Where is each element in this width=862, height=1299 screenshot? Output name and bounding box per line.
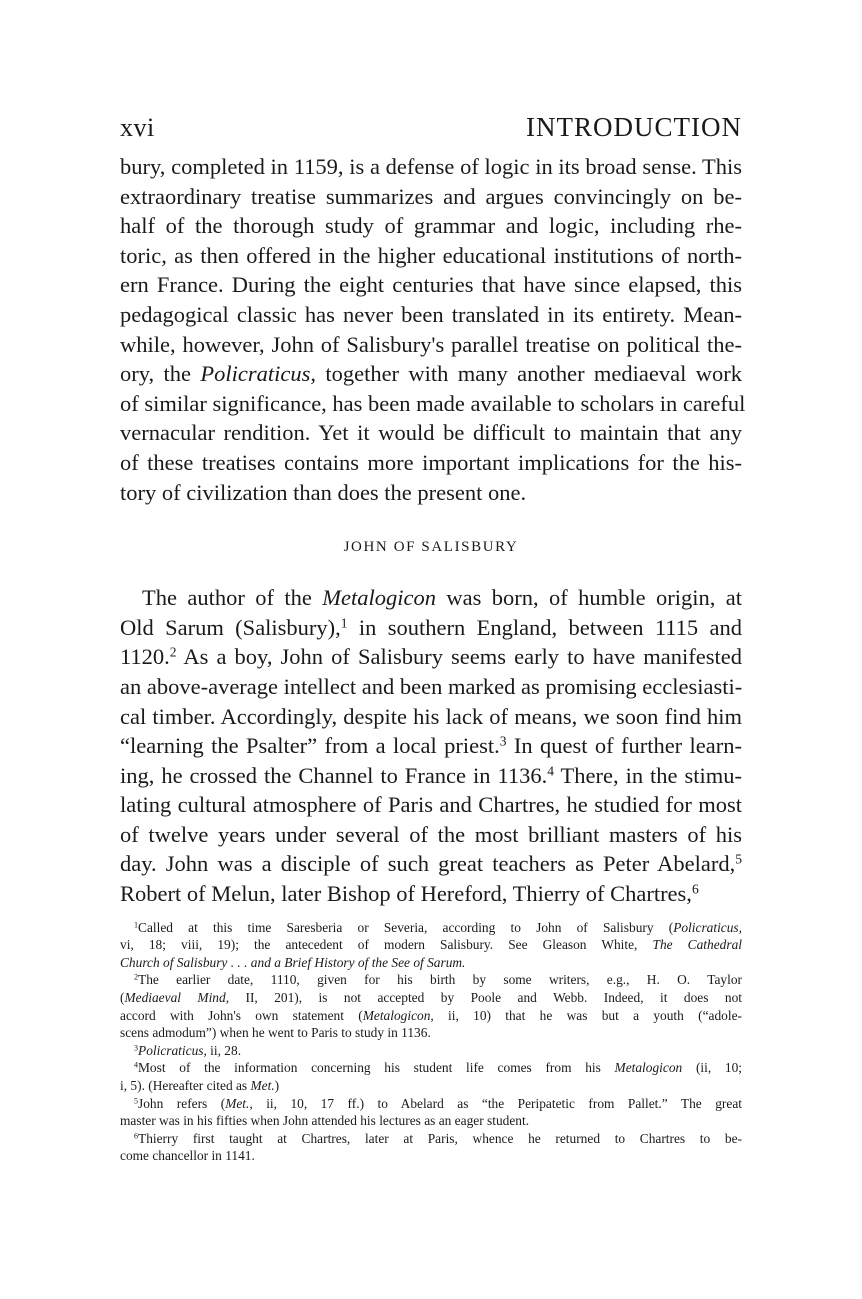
footnote-line: $^3$Policraticus, ii, 28. — [134, 1042, 242, 1058]
footnote-reference: 6 — [134, 1131, 139, 1141]
text-line: tory of civilization than does the present one. — [120, 479, 527, 505]
text-line: bury, completed in 1159, is a defense of logic in its broad sense. This — [120, 154, 742, 179]
text-line: half of the thorough study of grammar and logic, including rhe- — [120, 213, 742, 239]
footnote-line: i, 5). (Hereafter cited as Met.) — [120, 1078, 280, 1093]
paragraph-continued — [120, 152, 746, 507]
footnote-reference: 5 — [735, 852, 742, 868]
footnote-reference: 4 — [134, 1060, 139, 1070]
footnote-1 — [120, 919, 742, 972]
text-line: vernacular rendition. Yet it would be difficult to maintain that any — [120, 420, 742, 446]
text-line: ory, the Policraticus, together with many another mediaeval work — [120, 361, 742, 387]
text-line: ern France. During the eight centuries that have since elapsed, this — [120, 272, 742, 298]
footnote-line: $^2$The earlier date, 1110, given for his birth by some writers, e.g., H. O. Taylor — [134, 972, 742, 988]
text-line: toric, as then offered in the higher educational institutions of north- — [120, 242, 742, 268]
text-line: lating cultural atmosphere of Paris and Chartres, he studied for most — [120, 792, 742, 818]
book-page — [120, 112, 746, 1165]
footnote-reference: 4 — [547, 763, 554, 779]
footnote-reference: 2 — [134, 973, 139, 983]
text-line: of similar significance, has been made available to scholars in careful — [120, 390, 746, 416]
footnote-line: master was in his fifties when John attended his lectures as an eager student. — [120, 1113, 530, 1129]
text-line: of twelve years under several of the most brilliant masters of his — [120, 821, 742, 847]
text-line: ing, he crossed the Channel to France in 1136.$^4$ There, in the stimu- — [120, 762, 743, 788]
footnote-reference: 3 — [134, 1043, 139, 1053]
footnote-reference: 2 — [169, 644, 177, 660]
section-heading: JOHN OF SALISBURY — [343, 539, 519, 556]
footnote-reference: 1 — [340, 615, 348, 631]
footnote-line: come chancellor in 1141. — [120, 1148, 255, 1164]
text-line: 1120.$^2$ As a boy, John of Salisbury seems early to have manifested — [120, 644, 742, 670]
footnote-line: (Mediaeval Mind, II, 201), is not accepted by Poole and Webb. Indeed, it does not — [120, 990, 742, 1006]
footnote-line: $^4$Most of the information concerning his student life comes from his Metalogicon (ii, 10; — [134, 1060, 743, 1076]
text-line: The author of the Metalogicon was born, of humble origin, at — [142, 585, 742, 611]
footnote-2 — [120, 971, 742, 1041]
footnote-3 — [120, 1042, 742, 1060]
footnote-line: accord with John's own statement (Metalogicon, ii, 10) that he was but a youth (“adole- — [120, 1007, 742, 1023]
footnote-4 — [120, 1059, 742, 1094]
footnote-line: $^1$Called at this time Saresberia or Severia, according to John of Salisbury (Policraticus, — [134, 919, 742, 935]
running-head — [120, 112, 742, 152]
footnote-5 — [120, 1095, 742, 1130]
text-line: pedagogical classic has never been translated in its entirety. Mean- — [120, 301, 742, 327]
footnote-reference: 6 — [691, 881, 699, 897]
footnote-reference: 5 — [134, 1096, 139, 1106]
running-title: INTRODUCTION — [526, 112, 742, 142]
text-line: of these treatises contains more important implications for the his- — [120, 449, 742, 475]
footnote-line: Church of Salisbury . . . and a Brief History of the See of Sarum. — [120, 954, 466, 970]
footnote-6 — [120, 1130, 742, 1165]
page-number: xvi — [120, 113, 155, 142]
text-line: day. John was a disciple of such great teachers as Peter Abelard,$^5$ — [120, 851, 742, 877]
footnote-line: $^5$John refers (Met., ii, 10, 17 ff.) to Abelard as “the Peripatetic from Pallet.” The great — [134, 1095, 742, 1111]
footnote-line: vi, 18; viii, 19); the antecedent of modern Salisbury. See Gleason White, The Cathedral — [120, 937, 742, 953]
footnote-reference: 3 — [499, 733, 507, 749]
footnote-reference: 1 — [134, 920, 139, 930]
text-line: an above-average intellect and been marked as promising ecclesiasti- — [120, 673, 743, 699]
text-line: Robert of Melun, later Bishop of Hereford, Thierry of Chartres,$^6$ — [120, 881, 699, 907]
text-line: extraordinary treatise summarizes and argues convincingly on be- — [120, 183, 742, 209]
footnotes — [120, 919, 742, 1165]
text-line: “learning the Psalter” from a local priest.$^3$ In quest of further learn- — [120, 733, 743, 759]
footnote-line: $^6$Thierry first taught at Chartres, later at Paris, whence he returned to Chartres to be- — [134, 1130, 742, 1146]
footnote-line: scens admodum”) when he went to Paris to study in 1136. — [120, 1025, 431, 1041]
text-line: Old Sarum (Salisbury),$^1$ in southern England, between 1115 and — [120, 614, 742, 640]
paragraph-john-of-salisbury — [120, 583, 742, 909]
text-line: cal timber. Accordingly, despite his lack of means, we soon find him — [120, 703, 742, 729]
text-line: while, however, John of Salisbury's parallel treatise on political the- — [120, 331, 742, 357]
